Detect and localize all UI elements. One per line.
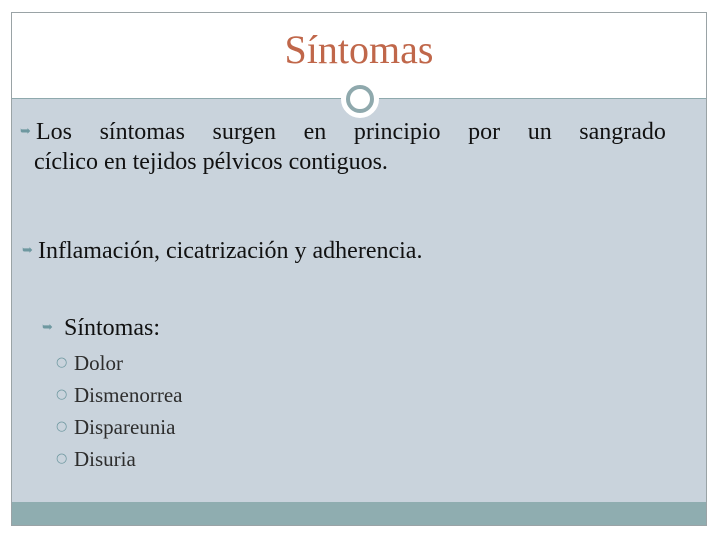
ring-bullet-icon: ○	[56, 419, 68, 434]
sub-bullet-text: Disuria	[74, 447, 136, 471]
bullet-2-text: Inflamación, cicatrización y adherencia.	[38, 238, 423, 264]
footer-bar	[12, 502, 706, 526]
ring-bullet-icon: ○	[56, 451, 68, 466]
bullet-1-word: por	[468, 119, 501, 145]
slide-title: Síntomas	[284, 27, 434, 72]
bullet-item-1	[18, 117, 680, 177]
ring-bullet-icon: ○	[56, 387, 68, 402]
bullet-1-line-1	[18, 117, 666, 147]
arrow-bullet-icon: ➥	[42, 320, 53, 335]
bullet-1-word: surgen	[212, 119, 277, 145]
bullet-1-word: síntomas	[99, 119, 185, 145]
arrow-bullet-icon: ➥	[22, 243, 33, 258]
bullet-1-word: en	[303, 119, 327, 145]
sub-bullet-item	[56, 379, 182, 411]
ring-bullet-icon: ○	[56, 355, 68, 370]
arrow-bullet-icon: ➥	[20, 124, 31, 139]
sub-bullet-item	[56, 443, 136, 475]
sub-bullet-text: Dismenorrea	[74, 383, 183, 407]
bullet-1-line-2: cíclico en tejidos pélvicos contiguos.	[34, 149, 388, 175]
bullet-1-word: un	[527, 119, 552, 145]
bullet-item-2	[20, 236, 422, 266]
bullet-1-word: sangrado	[579, 119, 666, 145]
sub-bullet-item	[56, 411, 175, 443]
sub-bullet-item	[56, 347, 123, 379]
sub-bullet-text: Dolor	[74, 351, 123, 375]
bullet-item-3	[40, 313, 160, 343]
bullet-3-text: Síntomas:	[64, 315, 161, 341]
bullet-1-word: principio	[353, 119, 441, 145]
sub-bullet-text: Dispareunia	[74, 415, 176, 439]
divider-ring-inner	[346, 85, 374, 113]
bullet-1-word: Los	[36, 119, 72, 145]
divider-ring-icon	[341, 80, 379, 118]
bullet-1-first	[18, 117, 72, 147]
